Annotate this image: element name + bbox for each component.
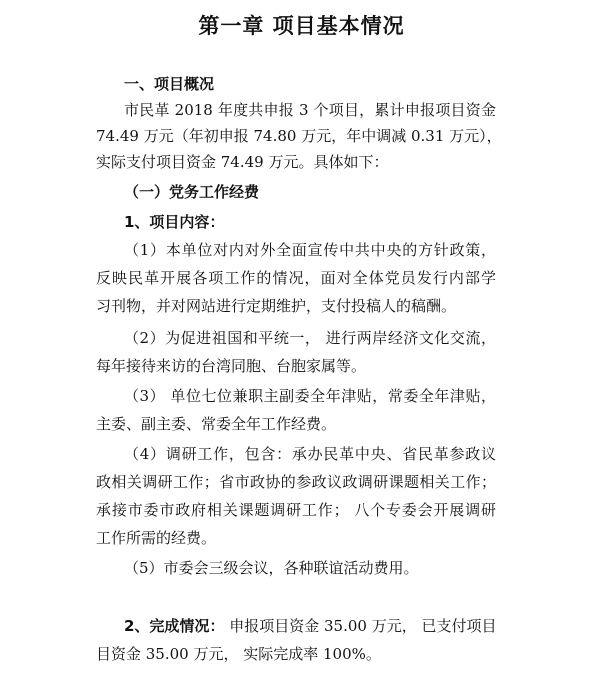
content-line: 政相关调研工作；省市政协的参政议政调研课题相关工作； (96, 473, 496, 491)
completion-line (124, 616, 496, 636)
content-line: 习刊物，并对网站进行定期维护，支付投稿人的稿酬。 (96, 297, 457, 315)
content-line: 反映民革开展各项工作的情况，面对全体党员发行内部学 (96, 269, 496, 287)
section-heading: 一、项目概况 (124, 75, 215, 93)
intro-line: 74.49 万元（年初申报 74.80 万元，年中调减 0.31 万元）， (96, 127, 502, 145)
content-line: 承接市委市政府相关课题调研工作； 八个专委会开展调研 (96, 501, 496, 519)
chapter-title: 第一章 项目基本情况 (198, 14, 405, 38)
intro-line: 实际支付项目资金 74.49 万元。具体如下： (96, 153, 389, 171)
completion-text: 申报项目资金 35.00 万元， 已支付项目 (224, 617, 497, 635)
content-line: （4）调研工作，包含：承办民革中央、省民革参政议 (124, 445, 496, 463)
subsection-heading: （一）党务工作经费 (124, 183, 260, 201)
completion-line-2: 目资金 35.00 万元， 实际完成率 100%。 (96, 645, 381, 663)
content-line: （1）本单位对内对外全面宣传中共中央的方针政策， (124, 241, 496, 259)
completion-label: 2、完成情况： (124, 617, 225, 635)
content-line: （3） 单位七位兼职主副委全年津贴，常委全年津贴， (124, 387, 496, 405)
intro-line: 市民革 2018 年度共申报 3 个项目，累计申报项目资金 (124, 101, 496, 119)
item-heading: 1、项目内容： (124, 213, 225, 231)
content-line: 工作所需的经费。 (96, 529, 217, 547)
content-line: （2）为促进祖国和平统一， 进行两岸经济文化交流， (124, 329, 496, 347)
content-line: 每年接待来访的台湾同胞、台胞家属等。 (96, 357, 367, 375)
content-line: 主委、副主委、常委全年工作经费。 (96, 415, 337, 433)
content-line: （5）市委会三级会议，各种联谊活动费用。 (124, 559, 419, 577)
